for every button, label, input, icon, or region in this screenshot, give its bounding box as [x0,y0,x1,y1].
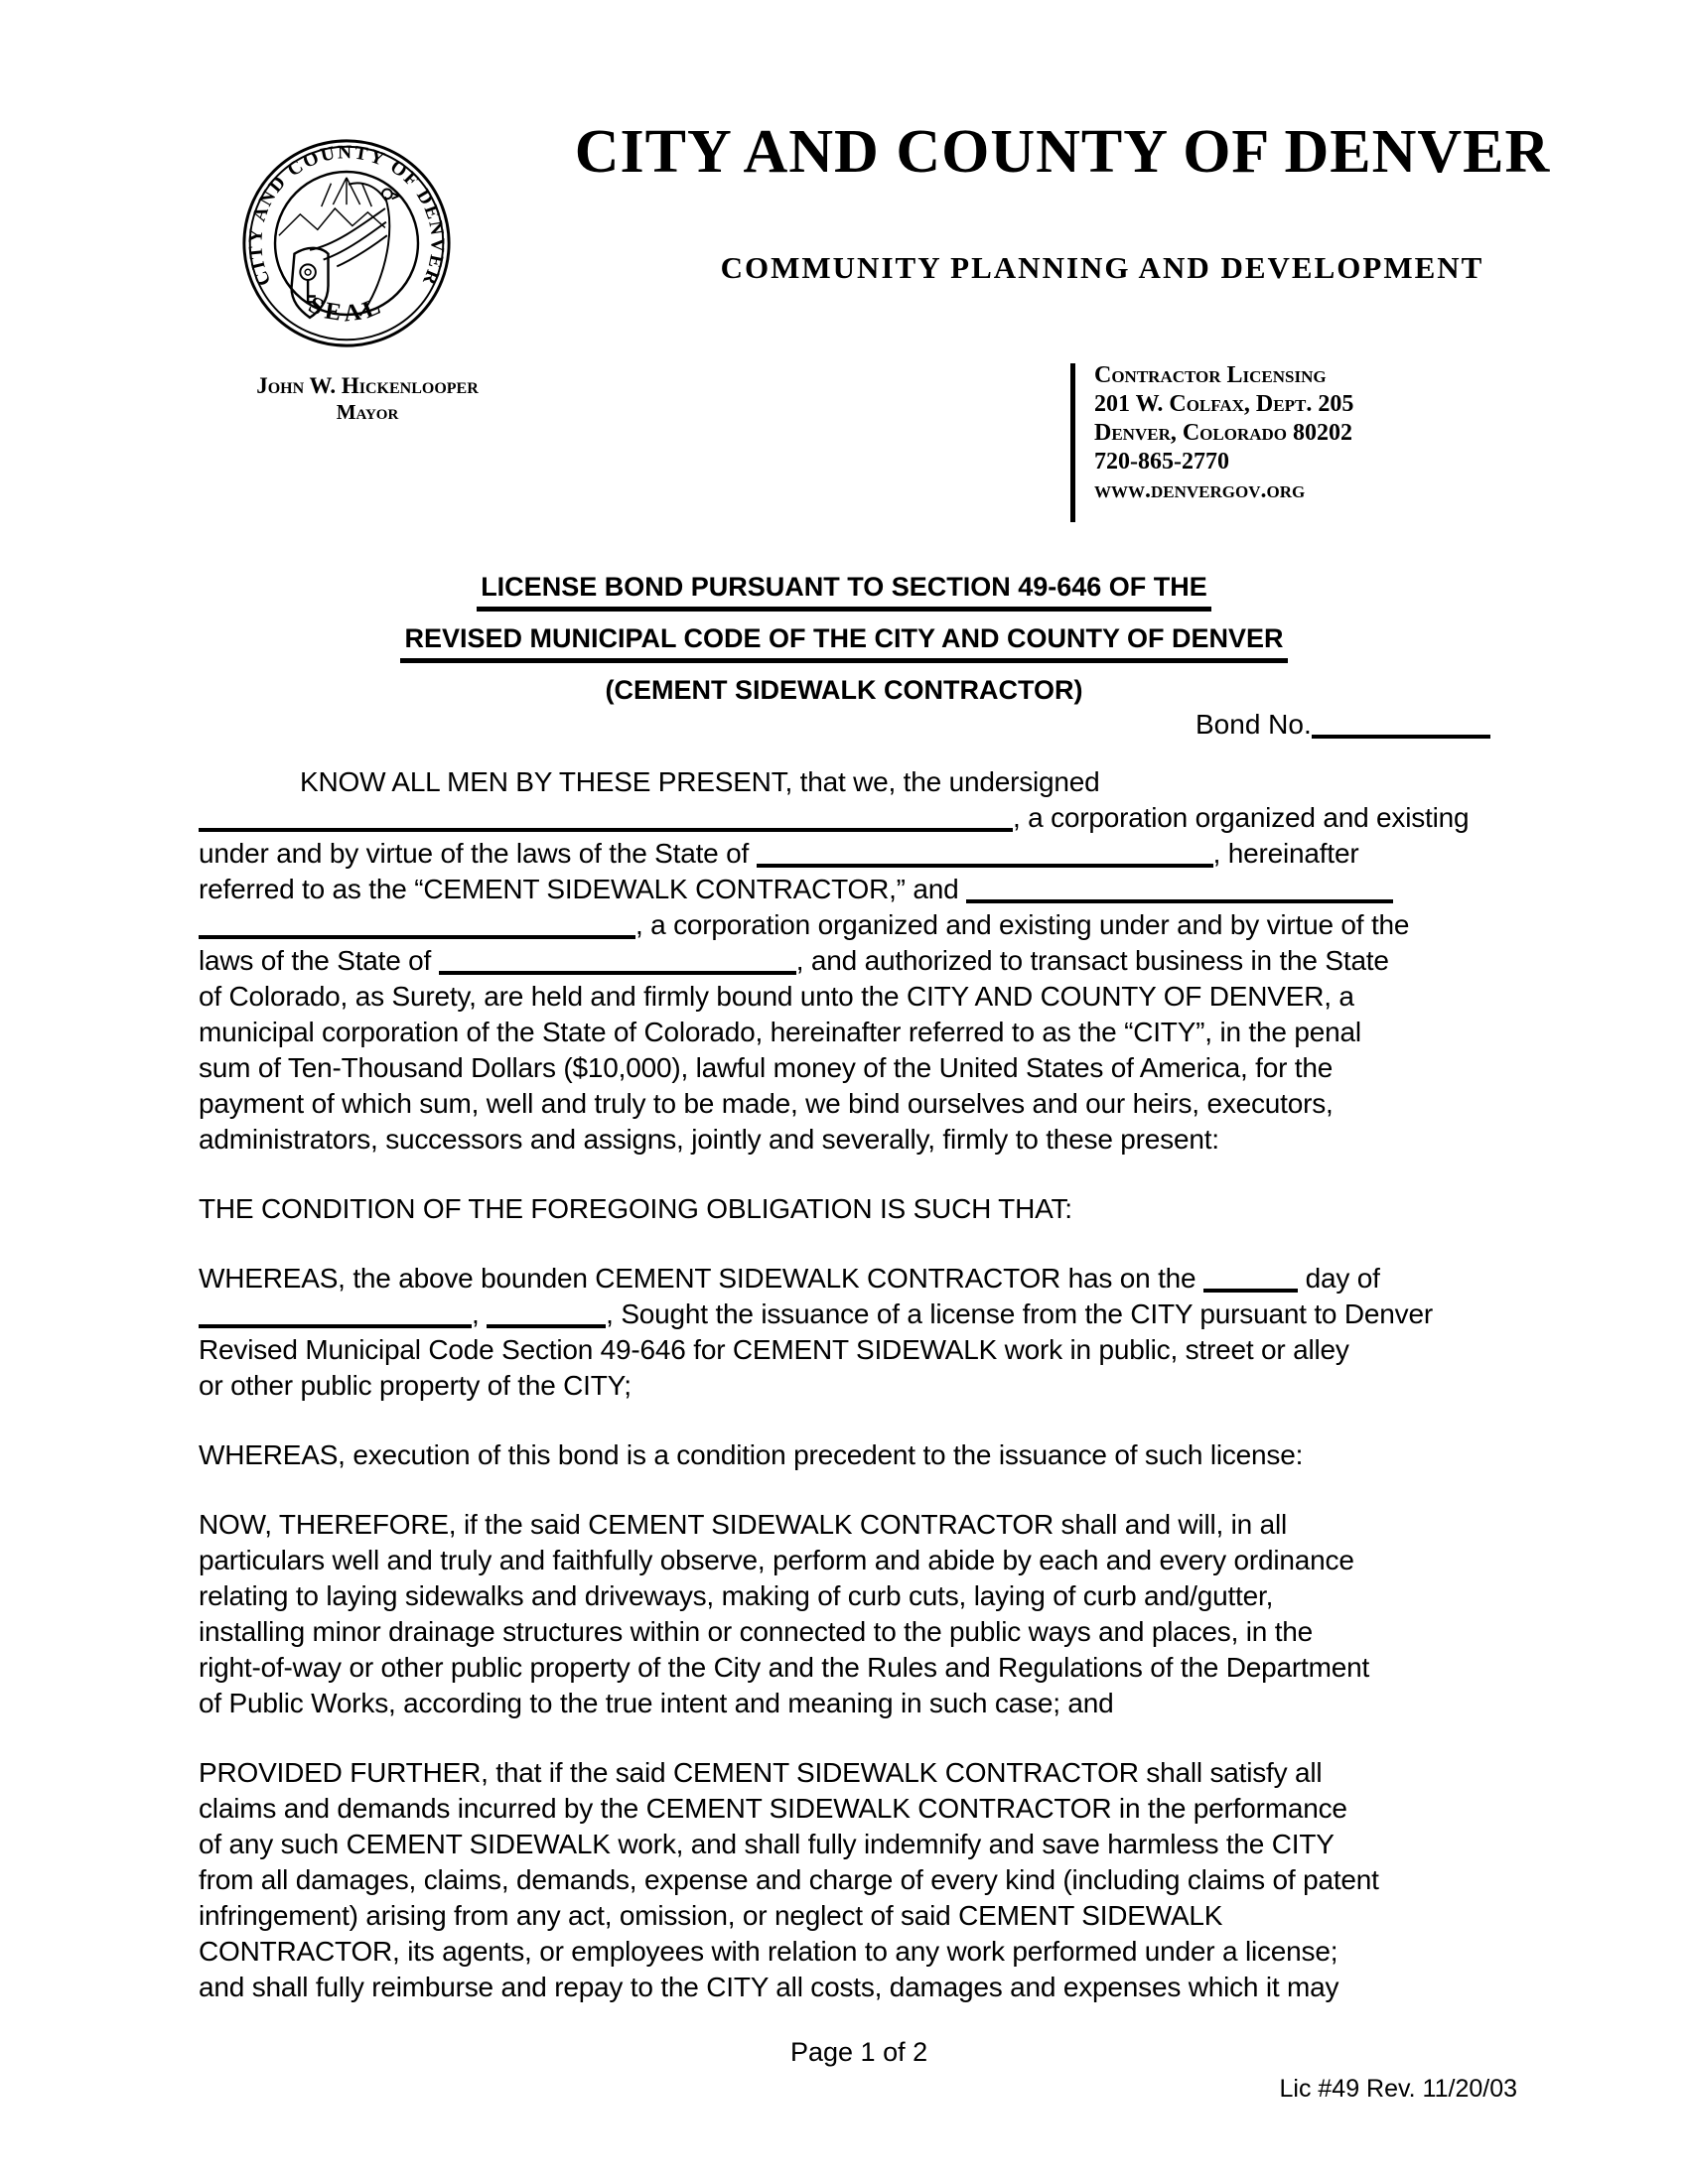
denver-city-seal [240,135,453,351]
office-address-block [1094,361,1521,505]
text-run: of Public Works, according to the true intent and meaning in such case; and [199,1688,1114,1718]
text-run: Revised Municipal Code Section 49-646 for CEMENT SIDEWALK work in public, street or alley [199,1334,1349,1365]
seal-bottom-text: SEAL [304,291,389,328]
body-line [199,1614,1499,1650]
text-run: under and by virtue of the laws of the State of [199,838,757,869]
org-subtitle: COMMUNITY PLANNING AND DEVELOPMENT [720,250,1484,285]
fill-in-blank [966,893,1393,903]
seal-ring-text: CITY AND COUNTY OF DENVER [245,142,448,289]
text-run: , a corporation organized and existing under and by virtue of the [635,909,1410,940]
body-line [199,1970,1499,2005]
office-line-website: www.denvergov.org [1094,478,1306,503]
body-line [199,943,1499,979]
body-line [199,1827,1499,1862]
office-divider-rule [1070,363,1075,522]
text-run: WHEREAS, execution of this bond is a condition precedent to the issuance of such license: [199,1439,1304,1470]
body-line [199,1862,1499,1898]
bond-body-text [199,764,1499,2039]
text-run: particulars well and truly and faithfully observe, perform and abide by each and every ordinance [199,1545,1354,1575]
body-line [199,1050,1499,1086]
page-indicator: Page 1 of 2 [790,2037,928,2067]
body-line [199,1437,1499,1473]
body-line [199,1297,1499,1332]
body-line [199,1332,1499,1368]
body-line [199,1934,1499,1970]
org-title: CITY AND COUNTY OF DENVER [574,118,1551,186]
office-line-department: Contractor Licensing [1094,362,1327,388]
body-line [199,1015,1499,1050]
doc-title-line-1-text: LICENSE BOND PURSUANT TO SECTION 49-646 OF THE [477,572,1211,612]
office-line-street: 201 W. Colfax, Dept. 205 [1094,391,1354,417]
fill-in-blank [1203,1283,1298,1293]
body-line [199,1122,1499,1158]
first-line-indent [199,790,300,791]
text-run: right-of-way or other public property of the City and the Rules and Regulations of the Department [199,1652,1370,1683]
doc-title-line-3 [199,675,1489,706]
text-run: relating to laying sidewalks and driveways, making of curb cuts, laying of curb and/gutter, [199,1580,1274,1611]
office-line-phone: 720-865-2770 [1094,449,1229,475]
paragraph [199,1507,1499,1721]
body-line [199,1507,1499,1543]
paragraph [199,1437,1499,1473]
mayor-name: John W. Hickenlooper [256,373,479,398]
body-line [199,1261,1499,1297]
paragraph [199,1261,1499,1404]
mayor-title: Mayor [336,400,399,424]
text-run: laws of the State of [199,945,439,976]
fill-in-blank [199,929,635,939]
bond-number-row [1196,709,1490,741]
body-line [199,764,1499,800]
text-run: , [472,1298,488,1329]
paragraph [199,1191,1499,1227]
doc-title-line-1 [199,572,1489,612]
text-run: installing minor drainage structures within or connected to the public ways and places, in the [199,1616,1314,1647]
fill-in-blank [199,822,1013,832]
seal-mountains [279,208,385,235]
doc-title-line-2 [199,623,1489,663]
paragraph [199,764,1499,1158]
fill-in-blank [487,1318,606,1328]
paragraph [199,1755,1499,2005]
body-line [199,1086,1499,1122]
fill-in-blank [757,858,1213,868]
fill-in-blank [199,1318,472,1328]
fill-in-blank [439,965,796,975]
text-run: municipal corporation of the State of Colorado, hereinafter referred to as the “CITY”, in the penal [199,1017,1361,1047]
text-run: CONTRACTOR, its agents, or employees with relation to any work performed under a license; [199,1936,1338,1967]
text-run: claims and demands incurred by the CEMENT SIDEWALK CONTRACTOR in the performance [199,1793,1347,1824]
text-run: administrators, successors and assigns, jointly and severally, firmly to these present: [199,1124,1219,1155]
body-line [199,1898,1499,1934]
text-run: KNOW ALL MEN BY THESE PRESENT, that we, the undersigned [300,766,1100,797]
text-run: THE CONDITION OF THE FOREGOING OBLIGATION IS SUCH THAT: [199,1193,1072,1224]
body-line [199,1191,1499,1227]
office-line-city: Denver, Colorado 80202 [1094,420,1353,446]
text-run: and shall fully reimburse and repay to the CITY all costs, damages and expenses which it may [199,1972,1339,2002]
text-run: PROVIDED FURTHER, that if the said CEMENT SIDEWALK CONTRACTOR shall satisfy all [199,1757,1323,1788]
text-run: , Sought the issuance of a license from the CITY pursuant to Denver [606,1298,1433,1329]
text-run: NOW, THEREFORE, if the said CEMENT SIDEWALK CONTRACTOR shall and will, in all [199,1509,1288,1540]
body-line [199,1686,1499,1721]
text-run: , hereinafter [1212,838,1359,869]
body-line [199,836,1499,872]
seal-sun-rays [322,178,372,206]
text-run: , a corporation organized and existing [1013,802,1470,833]
body-line [199,1650,1499,1686]
body-line [199,1368,1499,1404]
text-run: from all damages, claims, demands, expense and charge of every kind (including claims of patent [199,1864,1379,1895]
text-run: sum of Ten-Thousand Dollars ($10,000), lawful money of the United States of America, for the [199,1052,1334,1083]
text-run: payment of which sum, well and truly to be made, we bind ourselves and our heirs, executors, [199,1088,1334,1119]
doc-title-line-3-text: (CEMENT SIDEWALK CONTRACTOR) [605,675,1083,705]
text-run: or other public property of the CITY; [199,1370,632,1401]
text-run: WHEREAS, the above bounden CEMENT SIDEWALK CONTRACTOR has on the [199,1263,1203,1294]
text-run: , and authorized to transact business in the State [795,945,1389,976]
mayor-block [223,373,511,425]
text-run: infringement) arising from any act, omission, or neglect of said CEMENT SIDEWALK [199,1900,1223,1931]
bond-number-label: Bond No. [1196,709,1312,740]
text-run: day of [1298,1263,1380,1294]
body-line [199,1755,1499,1791]
body-line [199,1543,1499,1578]
bond-number-blank [1312,729,1490,739]
text-run: of any such CEMENT SIDEWALK work, and shall fully indemnify and save harmless the CITY [199,1829,1335,1859]
doc-title-line-2-text: REVISED MUNICIPAL CODE OF THE CITY AND COUNTY OF DENVER [400,623,1287,663]
text-run: of Colorado, as Surety, are held and firmly bound unto the CITY AND COUNTY OF DENVER, a [199,981,1354,1012]
text-run: referred to as the “CEMENT SIDEWALK CONTRACTOR,” and [199,874,967,904]
form-revision-label: Lic #49 Rev. 11/20/03 [1279,2075,1517,2103]
body-line [199,907,1499,943]
city-seal-graphic [240,135,453,351]
body-line [199,1578,1499,1614]
body-line [199,979,1499,1015]
body-line [199,872,1499,907]
body-line [199,800,1499,836]
body-line [199,1791,1499,1827]
